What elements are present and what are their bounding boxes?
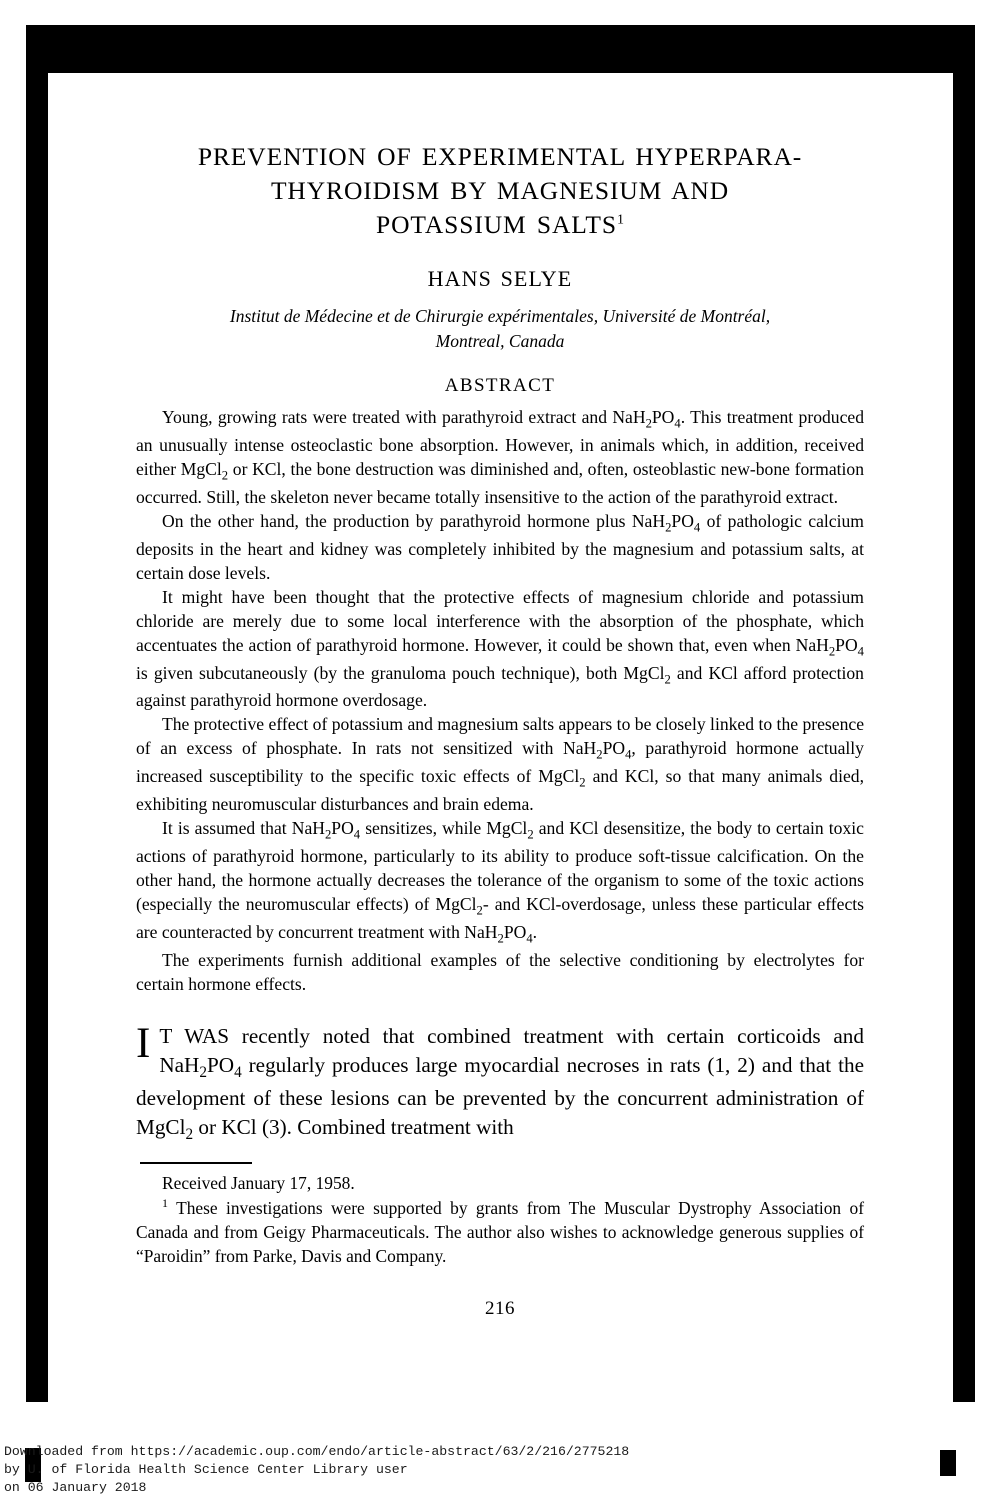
page-content <box>136 140 864 1320</box>
title-line-3: POTASSIUM SALTS <box>376 209 617 239</box>
footnote-acknowledgment <box>136 1195 864 1268</box>
abstract-paragraph: The protective effect of potassium and magnesium salts appears to be closely linked to the presence of an excess of phosphate. In rats not sensitized with $NaH_2PO_4$, parathyroid hormone actually increased susceptibility to the specific toxic effects of MgCl$_2$ and KCl, so that many animals died, exhibiting neuromuscular disturbances and brain edema. <box>136 714 864 815</box>
abstract-heading: ABSTRACT <box>444 375 556 397</box>
footnote-rule <box>140 1162 252 1164</box>
page-number: 216 <box>485 1297 515 1319</box>
download-stamp <box>4 1443 629 1497</box>
abstract-paragraph: On the other hand, the production by parathyroid hormone plus $NaH_2PO_4$ of pathologic calcium deposits in the heart and kidney was completely inhibited by the magnesium and potassium salts, at certain dose levels. <box>136 511 864 583</box>
page-title <box>136 140 864 242</box>
affiliation-line-1: Institut de Médecine et de Chirurgie expérimentales, Université de Montréal, <box>229 305 771 326</box>
footnote-block <box>136 1171 864 1268</box>
download-stamp-line-3: on 06 January 2018 <box>4 1479 147 1495</box>
author-name: HANS SELYE <box>427 265 573 291</box>
footnote-received-date: Received January 17, 1958. <box>162 1172 355 1193</box>
footnote-marker: 1 <box>162 1195 168 1210</box>
abstract-body <box>136 405 864 995</box>
abstract-paragraph: It is assumed that $NaH_2PO_4$ sensitizes, while MgCl$_2$ and KCl desensitize, the body to certain toxic actions of parathyroid hormone, particularly to its ability to produce soft-tissue calcification. On the other hand, the hormone actually decreases the tolerance of the organism to some of the toxic actions (especially the neuromuscular effects) of MgCl$_2$- and KCl-overdosage, unless these particular effects are counteracted by concurrent treatment with $NaH_2PO_4$. <box>136 818 865 946</box>
download-stamp-line-1: Downloaded from https://academic.oup.com/endo/article-abstract/63/2/216/2775218 <box>4 1444 630 1459</box>
scan-border-right <box>953 25 975 1402</box>
affiliation-line-2: Montreal, Canada <box>435 330 565 351</box>
redaction-block-right <box>940 1450 956 1476</box>
footnote-acknowledgment-text: These investigations were supported by grants from The Muscular Dystrophy Association of Canada and from Geigy Pharmaceuticals. The author also wishes to acknowledge generous supplies of “Paroidin” from Parke, Davis and Company. <box>136 1197 864 1266</box>
abstract-paragraph: It might have been thought that the protective effects of magnesium chloride and potassium chloride are merely due to some local interference with the absorption of the phosphate, which accentuates the action of parathyroid hormone. However, it could be shown that, even when $NaH_2PO_4$ is given subcutaneously (by the granuloma pouch technique), both MgCl$_2$ and KCl afford protection against parathyroid hormone overdosage. <box>136 586 864 711</box>
title-footnote-marker: 1 <box>616 212 624 228</box>
drop-cap: I <box>136 1019 151 1067</box>
body-paragraph-text: T WAS recently noted that combined treatment with certain corticoids and $NaH_2PO_4$ regularly produces large myocardial necroses in rats (1, 2) and that the development of these lesions can be prevented by the concurrent administration of MgCl$_2$ or KCl (3). Combined treatment with <box>136 1023 864 1143</box>
scan-border-top <box>26 25 975 73</box>
author-affiliation <box>136 304 864 354</box>
body-opening-paragraph <box>136 1019 864 1146</box>
article-body <box>136 1019 864 1146</box>
scan-border-left <box>26 25 48 1402</box>
abstract-paragraph: The experiments furnish additional examples of the selective conditioning by electrolytes for certain hormone effects. <box>136 949 864 994</box>
title-line-2: THYROIDISM BY MAGNESIUM AND <box>270 175 730 205</box>
title-line-1: PREVENTION OF EXPERIMENTAL HYPERPARA- <box>197 142 803 171</box>
abstract-paragraph: Young, growing rats were treated with parathyroid extract and $NaH_2PO_4$. This treatment produced an unusually intense osteoclastic bone absorption. However, in animals which, in addition, received either MgCl$_2$ or KCl, the bone destruction was diminished and, often, osteoblastic new-bone formation occurred. Still, the skeleton never became totally insensitive to the action of the parathyroid extract. <box>136 407 865 508</box>
download-stamp-line-2: by U. of Florida Health Science Center Library user <box>4 1461 408 1477</box>
